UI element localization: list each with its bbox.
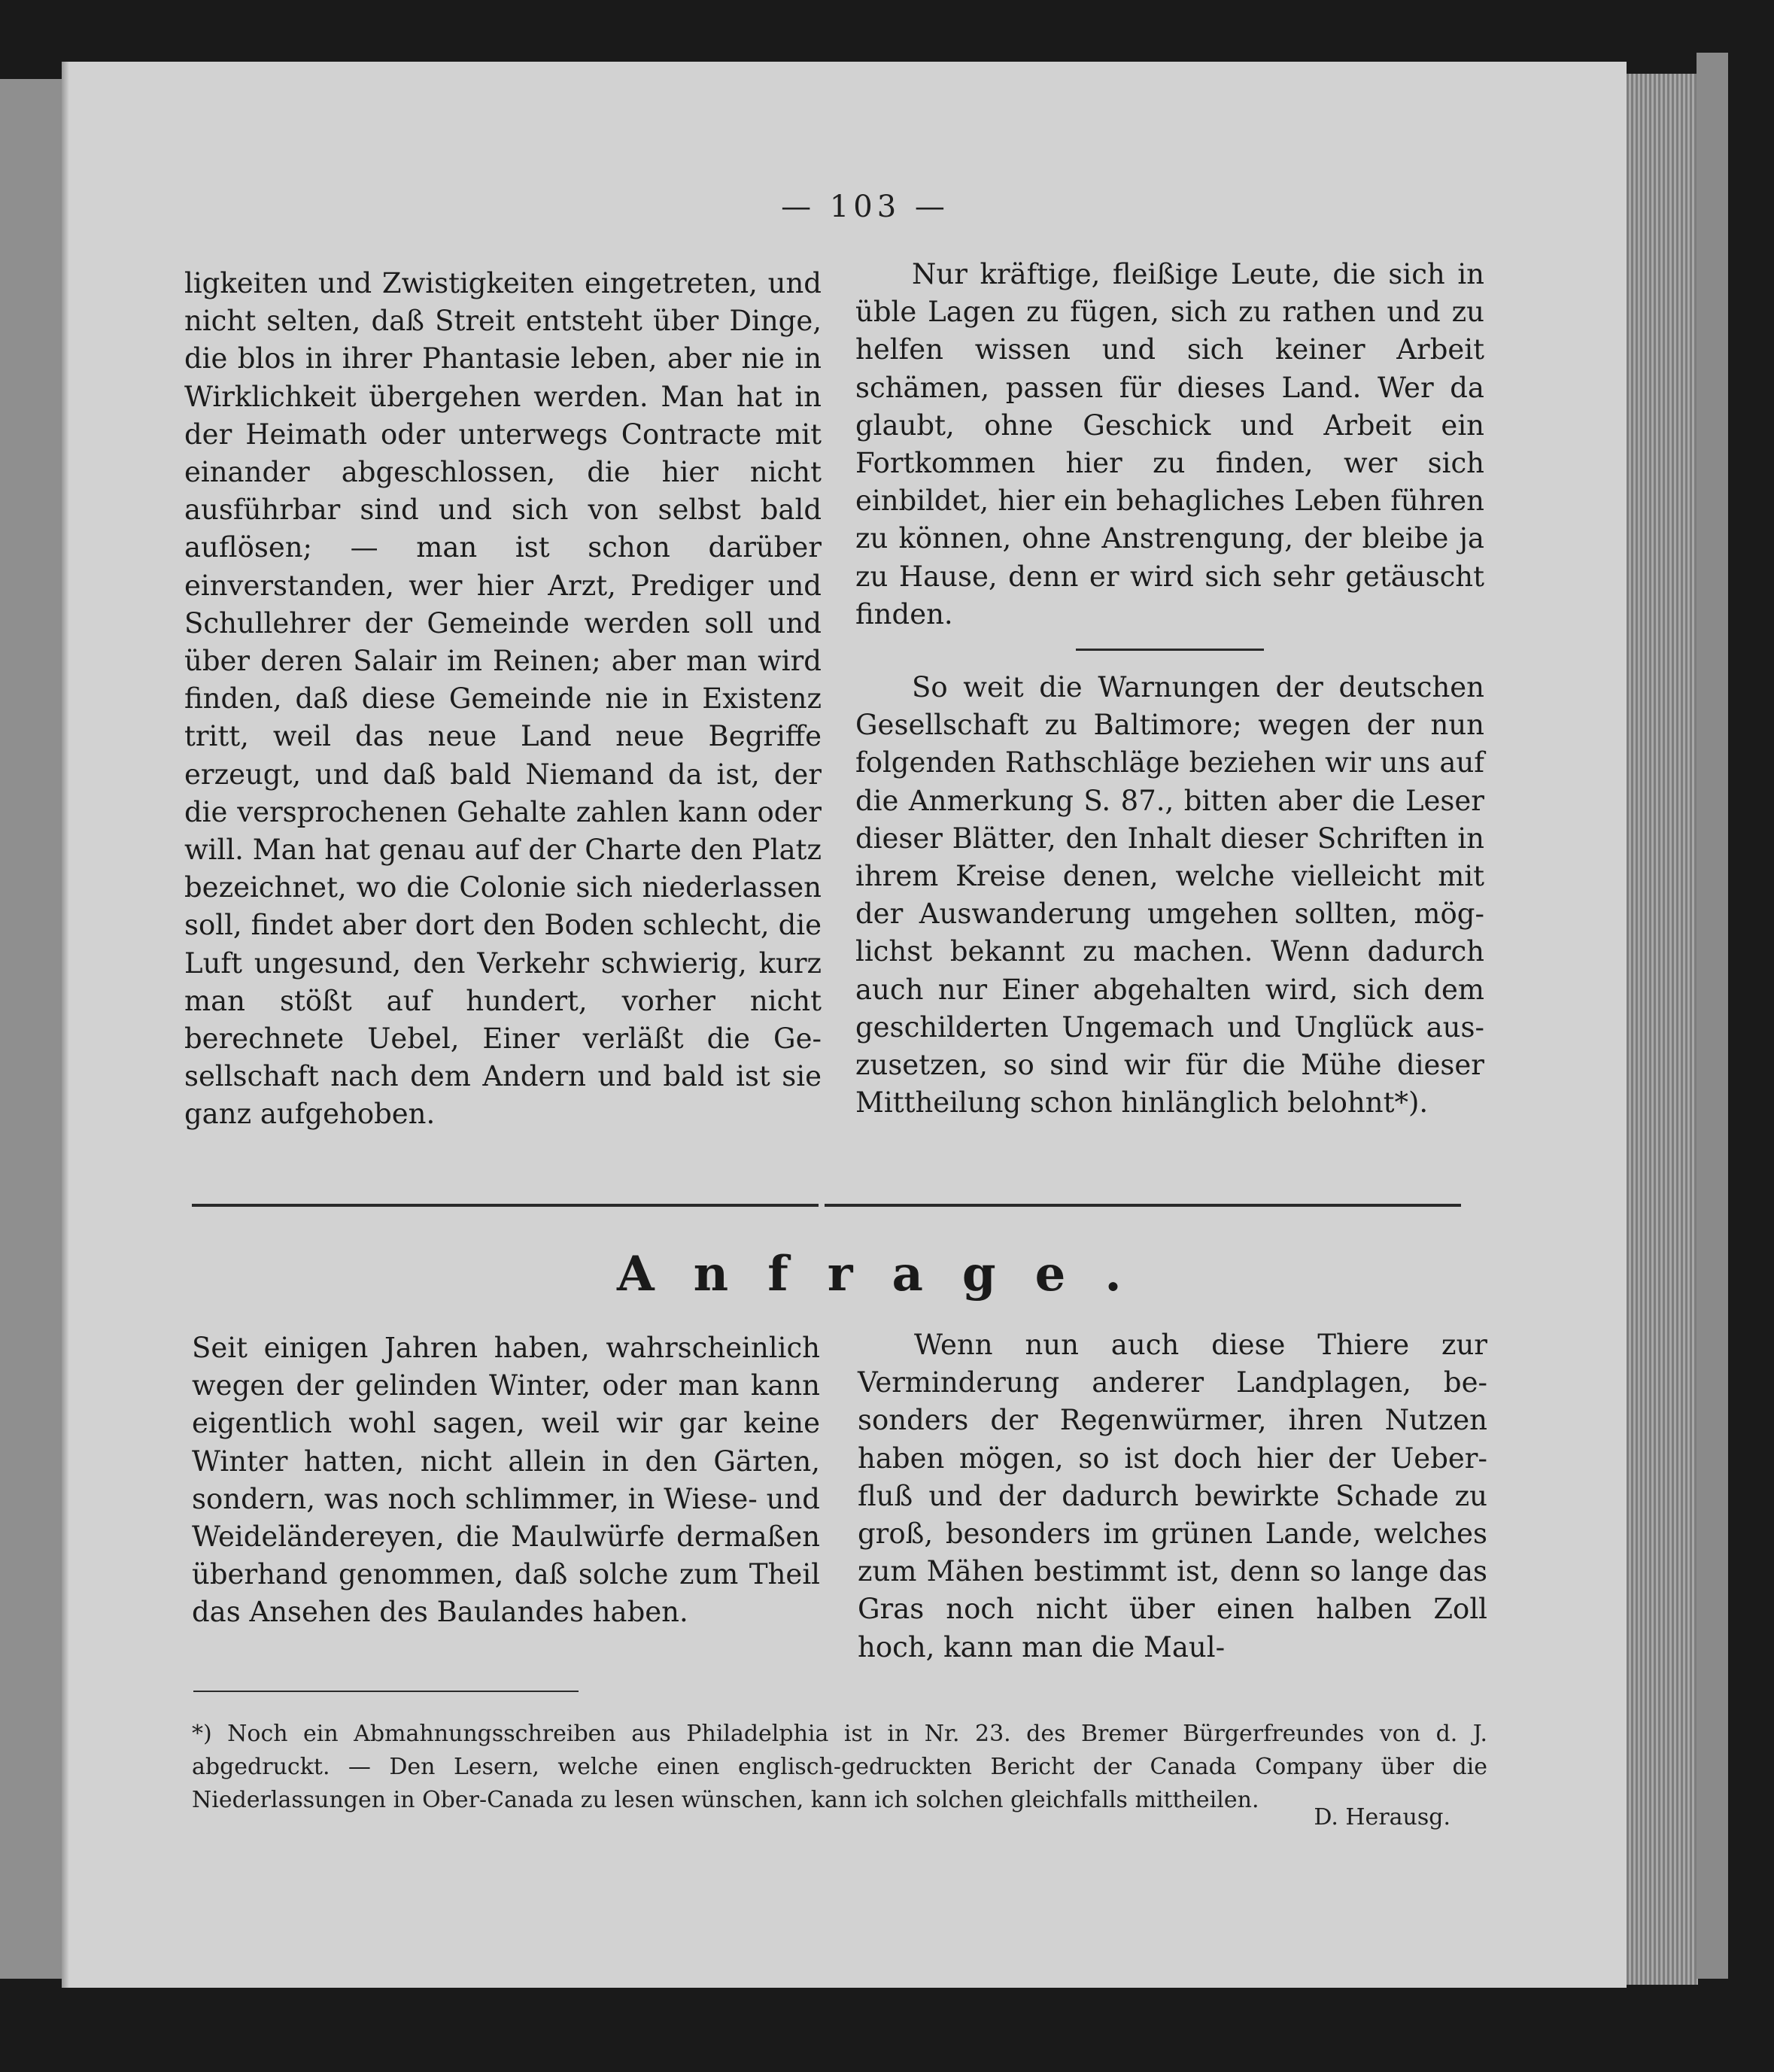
section-title: Anfrage. — [617, 1246, 1161, 1302]
book-cover-edge — [1697, 53, 1728, 1979]
section-right-column — [858, 1326, 1487, 1666]
divider-right — [825, 1204, 1461, 1207]
short-separator-rule — [1076, 649, 1264, 651]
page-edges — [1627, 74, 1698, 1985]
left-column — [184, 265, 822, 1134]
footnote-signature: D. Herausg. — [1314, 1804, 1450, 1830]
paragraph: Wenn nun auch diese Thiere zur Verminderung anderer Landplagen, besonders der Regenwürmer, ihren Nutzen haben mögen, so ist doch hier der Ueberfluß und der dadurch bewirkte Schade zu groß, besonders im grünen Lande, welches zum Mähen bestimmt ist, denn so lange das Gras noch nicht über einen halben Zoll hoch, kann man die Maul- — [858, 1329, 1487, 1663]
facing-page-edge — [0, 79, 69, 1979]
paragraph: So weit die Warnungen der deutschen Gesellschaft zu Baltimore; wegen der nun folgenden Rathschläge beziehen wir uns auf die Anmerkung S. 87., bitten aber die Leser dieser Blätter, den Inhalt dieser Schriften in ihrem Kreise denen, welche vielleicht mit der Auswanderung umgehen sollten, möglichst bekannt zu machen. Wenn dadurch auch nur Einer abgehalten wird, sich dem geschilderten Ungemach und Unglück auszusetzen, so sind wir für die Mühe dieser Mittheilung schon hinlänglich belohnt*). — [855, 671, 1484, 1120]
footnote — [192, 1718, 1487, 1817]
paragraph: ligkeiten und Zwistigkeiten eingetreten, und nicht selten, daß Streit entsteht über Dinge, die blos in ihrer Phantasie leben, aber nie in Wirklichkeit übergehen werden. Man hat in der Heimath oder unterwegs Contracte mit einander abgeschlossen, die hier nicht ausführbar sind und sich von selbst bald auflösen; — man ist schon darüber einverstanden, wer hier Arzt, Prediger und Schullehrer der Gemeinde werden soll und über deren Salair im Reinen; aber man wird finden, daß diese Gemeinde nie in Existenz tritt, weil das neue Land neue Begriffe erzeugt, und daß bald Niemand da ist, der die versprochenen Gehalte zahlen kann oder will. Man hat genau auf der Charte den Platz bezeichnet, wo die Colonie sich niederlassen soll, findet aber dort den Boden schlecht, die Luft ungesund, den Verkehr schwierig, kurz man stößt auf hundert, vorher nicht berechnete Uebel, Einer verläßt die Gesellschaft nach dem Andern und bald ist sie ganz aufgehoben. — [184, 267, 822, 1131]
page-number: — 103 — — [781, 190, 949, 224]
right-column — [855, 256, 1484, 1122]
paragraph: Nur kräftige, fleißige Leute, die sich in üble Lagen zu fügen, sich zu rathen und zu helfen wissen und sich keiner Arbeit schämen, passen für dieses Land. Wer da glaubt, ohne Geschick und Arbeit ein Fortkommen hier zu finden, wer sich einbildet, hier ein behagliches Leben führen zu können, ohne Anstrengung, der bleibe ja zu Hause, denn er wird sich sehr getäuscht finden. — [855, 258, 1484, 630]
paragraph: Seit einigen Jahren haben, wahrscheinlich wegen der gelinden Winter, oder man kann eigentlich wohl sagen, weil wir gar keine Winter hatten, nicht allein in den Gärten, sondern, was noch schlimmer, in Wiese- und Weideländereyen, die Maulwürfe dermaßen überhand genommen, daß solche zum Theil das Ansehen des Baulandes haben. — [192, 1332, 820, 1629]
footnote-text: *) Noch ein Abmahnungsschreiben aus Philadelphia ist in Nr. 23. des Bremer Bürgerfreundes von d. J. abgedruckt. — Den Lesern, welche einen englisch-gedruckten Bericht der Canada Company über die Niederlassungen in Ober-Canada zu lesen wünschen, kann ich solchen gleichfalls mittheilen. — [192, 1721, 1487, 1813]
divider-left — [192, 1204, 819, 1207]
page-gutter — [62, 62, 69, 1988]
footnote-rule — [193, 1691, 579, 1692]
section-left-column — [192, 1329, 820, 1632]
